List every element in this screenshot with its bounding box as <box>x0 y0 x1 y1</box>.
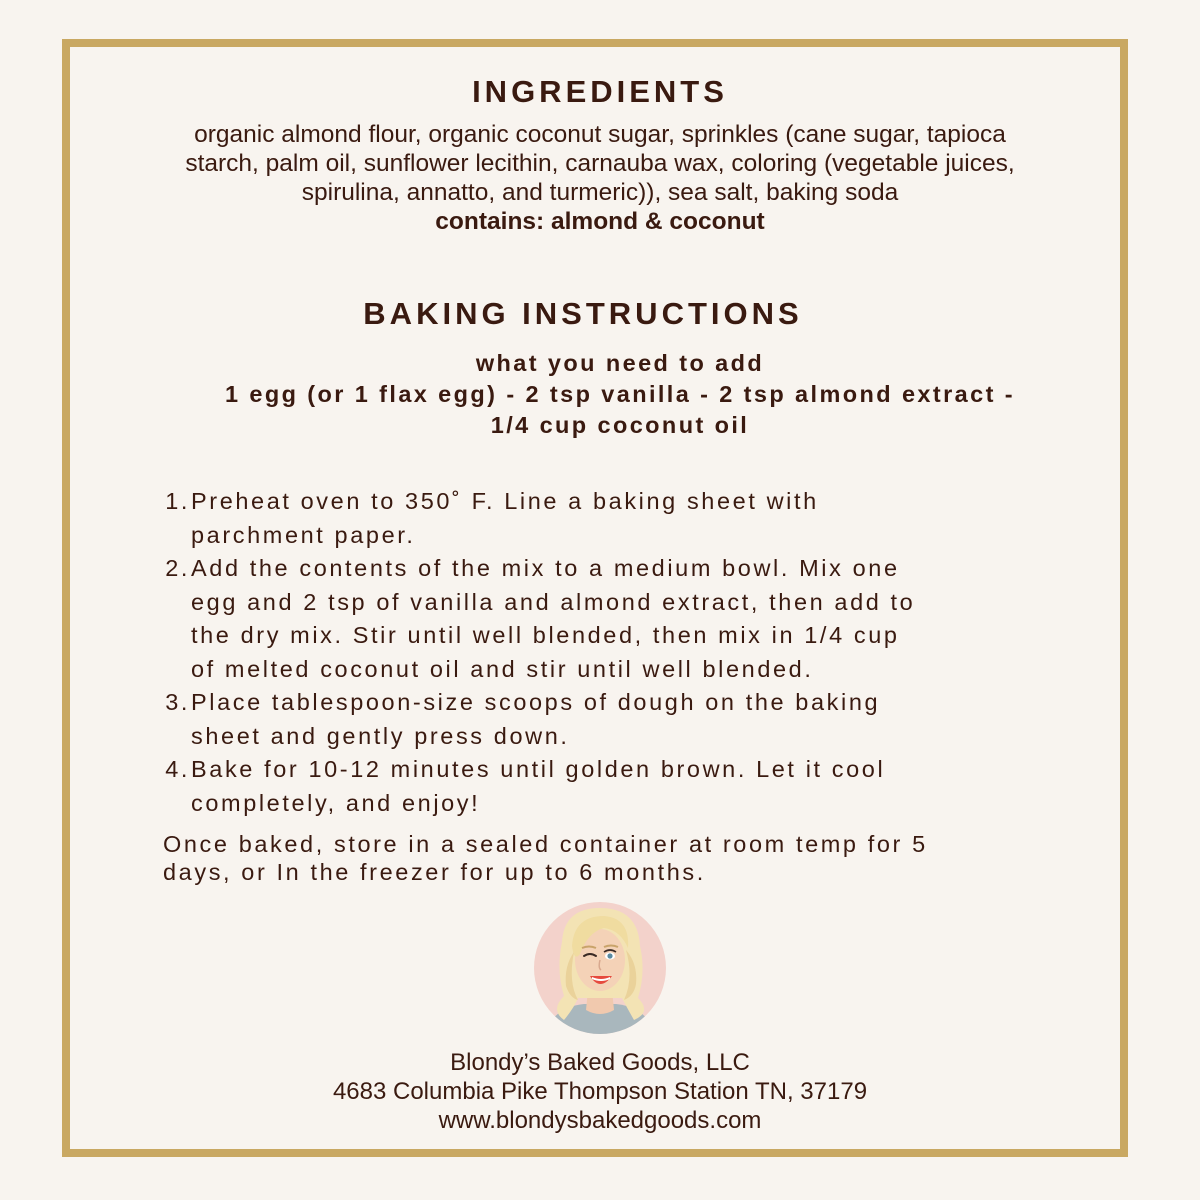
step-text <box>190 552 1080 686</box>
storage-instructions <box>163 830 1093 886</box>
baking-instructions-heading: BAKING INSTRUCTIONS <box>363 296 803 331</box>
storage-line: days, or In the freezer for up to 6 months. <box>163 859 706 885</box>
what-you-need-heading: what you need to add <box>475 350 765 376</box>
ingredients-heading: INGREDIENTS <box>472 74 728 109</box>
ingredients-line: spirulina, annatto, and turmeric)), sea salt, baking soda <box>301 179 899 206</box>
what-you-need-section <box>150 348 1090 441</box>
what-you-need-line: 1 egg (or 1 flax egg) - 2 tsp vanilla - 2 tsp almond extract - <box>225 381 1015 407</box>
allergen-statement: contains: almond & coconut <box>435 208 765 235</box>
step-line: completely, and enjoy! <box>191 789 481 816</box>
step-line: Preheat oven to 350˚ F. Line a baking sheet with <box>191 488 819 514</box>
company-name: Blondy’s Baked Goods, LLC <box>450 1049 750 1076</box>
step-text <box>190 753 1080 820</box>
step-text <box>190 686 1080 753</box>
step-line: egg and 2 tsp of vanilla and almond extract, then add to <box>191 588 916 615</box>
company-footer <box>0 1048 1200 1135</box>
step-number: 1. <box>165 488 190 514</box>
baking-steps-list <box>160 485 1080 820</box>
ingredients-line: organic almond flour, organic coconut sugar, sprinkles (cane sugar, tapioca <box>194 121 1006 148</box>
ingredients-line: starch, palm oil, sunflower lecithin, carnauba wax, coloring (vegetable juices, <box>185 150 1015 177</box>
storage-line: Once baked, store in a sealed container at room temp for 5 <box>163 831 928 857</box>
step-line: Bake for 10-12 minutes until golden brown. Let it cool <box>191 756 886 782</box>
baking-step <box>160 485 1080 552</box>
company-website-link[interactable]: www.blondysbakedgoods.com <box>438 1107 762 1134</box>
step-number: 2. <box>165 555 190 581</box>
company-address: 4683 Columbia Pike Thompson Station TN, 37179 <box>332 1078 868 1105</box>
step-line: Add the contents of the mix to a medium bowl. Mix one <box>191 555 900 581</box>
step-text <box>190 485 1080 552</box>
step-number: 3. <box>165 689 190 715</box>
step-line: sheet and gently press down. <box>191 722 570 749</box>
what-you-need-line: 1/4 cup coconut oil <box>490 412 750 438</box>
ingredients-list <box>110 120 1090 236</box>
step-line: of melted coconut oil and stir until well blended. <box>191 655 814 682</box>
step-line: the dry mix. Stir until well blended, then mix in 1/4 cup <box>191 622 900 648</box>
baking-step <box>160 686 1080 753</box>
step-line: parchment paper. <box>191 521 416 548</box>
step-number: 4. <box>165 756 190 782</box>
blonde-woman-winking-avatar-icon <box>534 902 666 1034</box>
step-line: Place tablespoon-size scoops of dough on the baking <box>191 689 881 715</box>
baking-step <box>160 753 1080 820</box>
baking-step <box>160 552 1080 686</box>
